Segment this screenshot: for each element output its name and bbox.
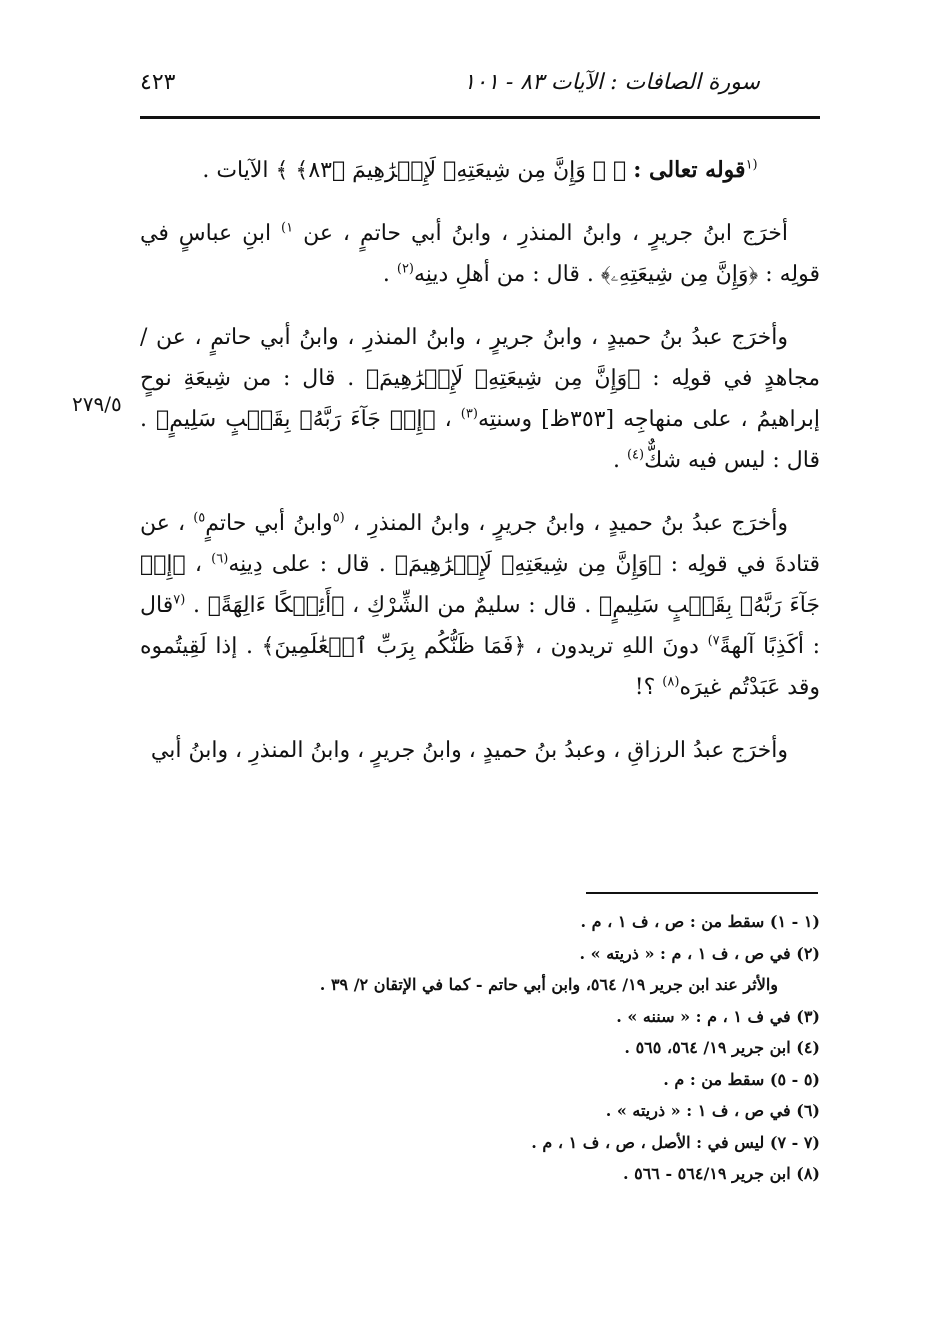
footnote-marker: ٧) bbox=[707, 633, 720, 649]
footnote-marker: (٤) bbox=[626, 447, 645, 463]
footnote-marker: (٦) bbox=[211, 551, 229, 567]
footnote-marker: (٣) bbox=[460, 406, 478, 422]
page-number: ٤٢٣ bbox=[140, 70, 176, 95]
footnote: (٢) في ص ، ف ١ ، م : « ذريته » . bbox=[579, 943, 820, 963]
text-segment: أخرَج ابنُ جريرٍ ، وابنُ المنذرِ ، وابنُ أبي حاتمٍ ، عن bbox=[303, 221, 788, 246]
footnote-marker: (٧ bbox=[173, 592, 186, 608]
footnote: (٨) ابن جرير ٥٦٤/١٩ - ٥٦٦ . bbox=[622, 1164, 820, 1183]
paragraph-3 bbox=[140, 317, 820, 481]
text-segment: ابنِ عباسٍ في قولِه : ﴿وَإِنَّ مِن شِيعَتِهِۦ﴾ . قال : من أهلِ دينِه bbox=[140, 221, 820, 287]
verse-text: ﴿ ۞ وَإِنَّ مِن شِيعَتِهِۦ لَإِبۡرَٰهِيمَ ﴿٨٣﴾ ﴾ الآيات . bbox=[202, 158, 627, 183]
footnote: (٦) في ص ، ف ١ : « ذريته » . bbox=[605, 1101, 820, 1120]
footnotes bbox=[120, 906, 820, 1190]
footnote-continuation: والأثر عند ابن جرير ١٩/ ٥٦٤، وابن أبي حاتم - كما في الإتقان ٢/ ٣٩ . bbox=[319, 975, 778, 994]
text-segment: وأخرَج عبدُ بنُ حميدٍ ، وابنُ جريرٍ ، وابنُ المنذرِ ، وابنُ أبي حاتمٍ ، عن /مجاهدٍ في قولِه : ﴿وَإِنَّ مِن شِيعَتِهِۦ لَإِبۡرَٰهِيمَ﴾ . قال : من شِيعَةِ نوحٍ إبراهيمُ ، على منهاجِه [٣٥٣ظ] وسنتِه bbox=[140, 325, 820, 432]
text-segment: . bbox=[382, 262, 390, 287]
footnote-rule bbox=[586, 892, 818, 894]
footnote: (١ - ١) سقط من : ص ، ف ١ ، م . bbox=[580, 912, 820, 931]
paragraph-1 bbox=[140, 150, 820, 191]
footnote: (٣) في ف ١ ، م : « سننه » . bbox=[616, 1006, 820, 1026]
text-segment: وأخرَج عبدُ الرزاقِ ، وعبدُ بنُ حميدٍ ، وابنُ جريرٍ ، وابنُ المنذرِ ، وابنُ أبي bbox=[150, 738, 788, 763]
text-segment: ، عن قتادةَ في قولِه : ﴿وَإِنَّ مِن شِيعَتِهِۦ لَإِبۡرَٰهِيمَ﴾ . قال : على دِينِه bbox=[140, 511, 821, 577]
footnote-marker: (٨) bbox=[662, 674, 680, 690]
running-header bbox=[140, 70, 820, 106]
paragraph-4 bbox=[140, 503, 820, 708]
text-segment: وابنُ أبي حاتمٍ bbox=[205, 511, 333, 536]
footnote: (٥ - ٥) سقط من : م . bbox=[663, 1069, 820, 1089]
footnote-marker: (٢) bbox=[396, 261, 414, 277]
text-segment: ، ﴿إِذۡ جَآءَ رَبَّهُۥ بِقَلۡبٍ سَلِيمٍ﴾ . قال : ليس فيه شكٌّ bbox=[140, 407, 820, 473]
paragraph-5 bbox=[140, 730, 820, 771]
text-segment: وأخرَج عبدُ بنُ حميدٍ ، وابنُ جريرٍ ، وابنُ المنذرِ ، bbox=[352, 511, 789, 536]
header-rule bbox=[140, 116, 820, 119]
paragraph-2 bbox=[140, 213, 820, 295]
text-segment: . bbox=[612, 448, 620, 473]
footnote: (٧ - ٧) ليس في : الأصل ، ص ، ف ١ ، م . bbox=[531, 1132, 820, 1152]
text-segment: قال : أكَذِبًا آلهةً bbox=[140, 593, 820, 659]
footnote: (٤) ابن جرير ١٩/ ٥٦٤، ٥٦٥ . bbox=[624, 1038, 820, 1057]
main-text bbox=[140, 150, 820, 793]
text-segment: ؟! bbox=[634, 675, 656, 700]
text-segment: دونَ اللهِ تريدون ، ﴿فَمَا ظَنُّكُم بِرَبِّ ٱلۡعَٰلَمِينَ﴾ . إذا لَقِيتُموه وقد عَبَدْتُم غيرَه bbox=[140, 634, 820, 700]
header-title: سورة الصافات : الآيات ٨٣ - ١٠١ bbox=[463, 70, 760, 95]
footnote-marker: (٥ bbox=[332, 510, 345, 526]
footnote-marker: ١) bbox=[281, 220, 294, 236]
margin-reference: ٢٧٩/٥ bbox=[72, 392, 122, 416]
footnote-marker: ٥) bbox=[193, 510, 206, 526]
text-segment: ، ﴿إِذۡ جَآءَ رَبَّهُۥ بِقَلۡبٍ سَلِيمٍ﴾ . قال : سليمٌ من الشِّرْكِ ، ﴿أَئِفۡكًا ءَالِهَةً﴾ . bbox=[140, 552, 820, 618]
verse-lead: قوله تعالى : bbox=[633, 157, 746, 183]
footnote-marker: (١ bbox=[745, 157, 758, 173]
